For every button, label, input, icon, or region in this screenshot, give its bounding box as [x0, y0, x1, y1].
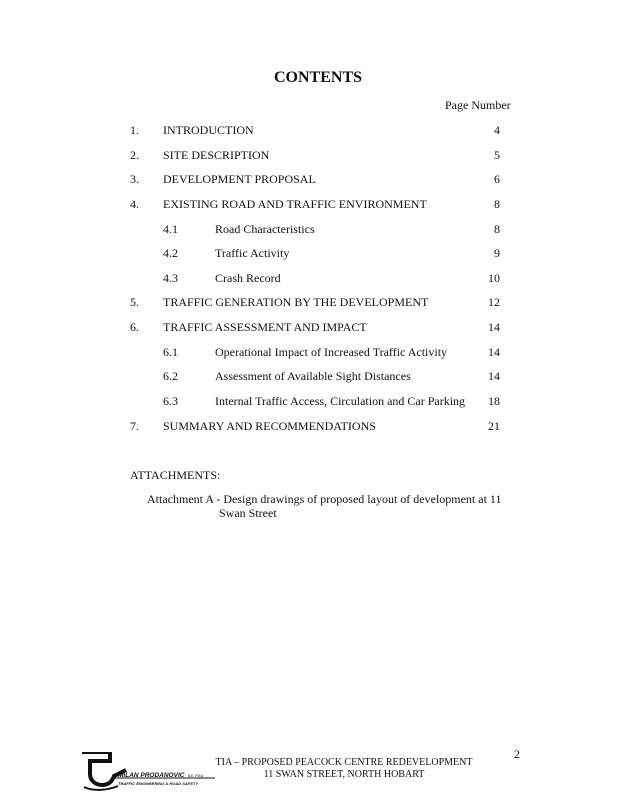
toc-label: TRAFFIC GENERATION BY THE DEVELOPMENT [163, 295, 429, 309]
toc-number: 2. [130, 148, 139, 162]
footer-line-1: TIA – PROPOSED PEACOCK CENTRE REDEVELOPMENT [215, 757, 473, 768]
toc-page: 21 [488, 419, 500, 433]
page-title: CONTENTS [273, 69, 363, 86]
toc-page: 18 [488, 394, 500, 408]
toc-number: 4.2 [163, 246, 178, 260]
toc-page: 14 [488, 345, 500, 359]
toc-subentry [0, 271, 622, 287]
footer-title [200, 757, 488, 781]
toc-page: 8 [494, 222, 500, 236]
attachment-item [147, 492, 507, 520]
toc-label: DEVELOPMENT PROPOSAL [163, 172, 316, 186]
toc-page: 10 [488, 271, 500, 285]
toc-label: SITE DESCRIPTION [163, 148, 270, 162]
toc-number: 6. [130, 320, 139, 334]
toc-page: 12 [488, 295, 500, 309]
toc-page: 4 [494, 123, 500, 137]
toc-label: Operational Impact of Increased Traffic Activity [215, 345, 448, 359]
toc-page: 5 [494, 148, 500, 162]
toc-subentry [0, 345, 622, 361]
toc-label: Internal Traffic Access, Circulation and Car Parking [215, 394, 466, 408]
toc-page: 9 [494, 246, 500, 260]
toc-number: 4.1 [163, 222, 178, 236]
toc-number: 5. [130, 295, 139, 309]
toc-subentry [0, 246, 622, 262]
page-number-header: Page Number [445, 98, 511, 112]
toc-label: Crash Record [215, 271, 281, 285]
toc-page: 14 [488, 320, 500, 334]
toc-label: EXISTING ROAD AND TRAFFIC ENVIRONMENT [163, 197, 427, 211]
toc-number: 6.3 [163, 394, 178, 408]
toc-entry [0, 123, 622, 139]
toc-number: 6.1 [163, 345, 178, 359]
toc-label: TRAFFIC ASSESSMENT AND IMPACT [163, 320, 367, 334]
toc-page: 8 [494, 197, 500, 211]
toc-page: 14 [488, 369, 500, 383]
toc-entry [0, 172, 622, 188]
toc-number: 4. [130, 197, 139, 211]
toc-page: 6 [494, 172, 500, 186]
toc-number: 7. [130, 419, 139, 433]
toc-number: 6.2 [163, 369, 178, 383]
footer-line-2: 11 SWAN STREET, NORTH HOBART [263, 769, 425, 780]
toc-number: 1. [130, 123, 139, 137]
toc-label: SUMMARY AND RECOMMENDATIONS [163, 419, 376, 433]
logo-subtitle: TRAFFIC ENGINEERING & ROAD SAFETY [118, 781, 199, 786]
logo-text [118, 770, 203, 787]
toc-entry [0, 197, 622, 213]
attachments-heading: ATTACHMENTS: [130, 468, 221, 482]
toc-label: Traffic Activity [215, 246, 290, 260]
attachment-item-text: Attachment A - Design drawings of proposed layout of development at 11 [147, 492, 502, 506]
footer-page-number: 2 [514, 747, 520, 761]
toc-subentry [0, 394, 622, 410]
toc-label: Road Characteristics [215, 222, 315, 236]
toc-entry [0, 320, 622, 336]
logo-name: MILAN PRODANOVIC [118, 772, 185, 779]
toc-label: INTRODUCTION [163, 123, 254, 137]
logo-credential: B.E. FIEA [187, 774, 204, 778]
toc-subentry [0, 222, 622, 238]
toc-number: 4.3 [163, 271, 178, 285]
toc-entry [0, 148, 622, 164]
toc-entry [0, 295, 622, 311]
toc-label: Assessment of Available Sight Distances [215, 369, 411, 383]
attachment-item-continuation: Swan Street [219, 506, 277, 520]
toc-number: 3. [130, 172, 139, 186]
toc-entry [0, 419, 622, 435]
toc-subentry [0, 369, 622, 385]
